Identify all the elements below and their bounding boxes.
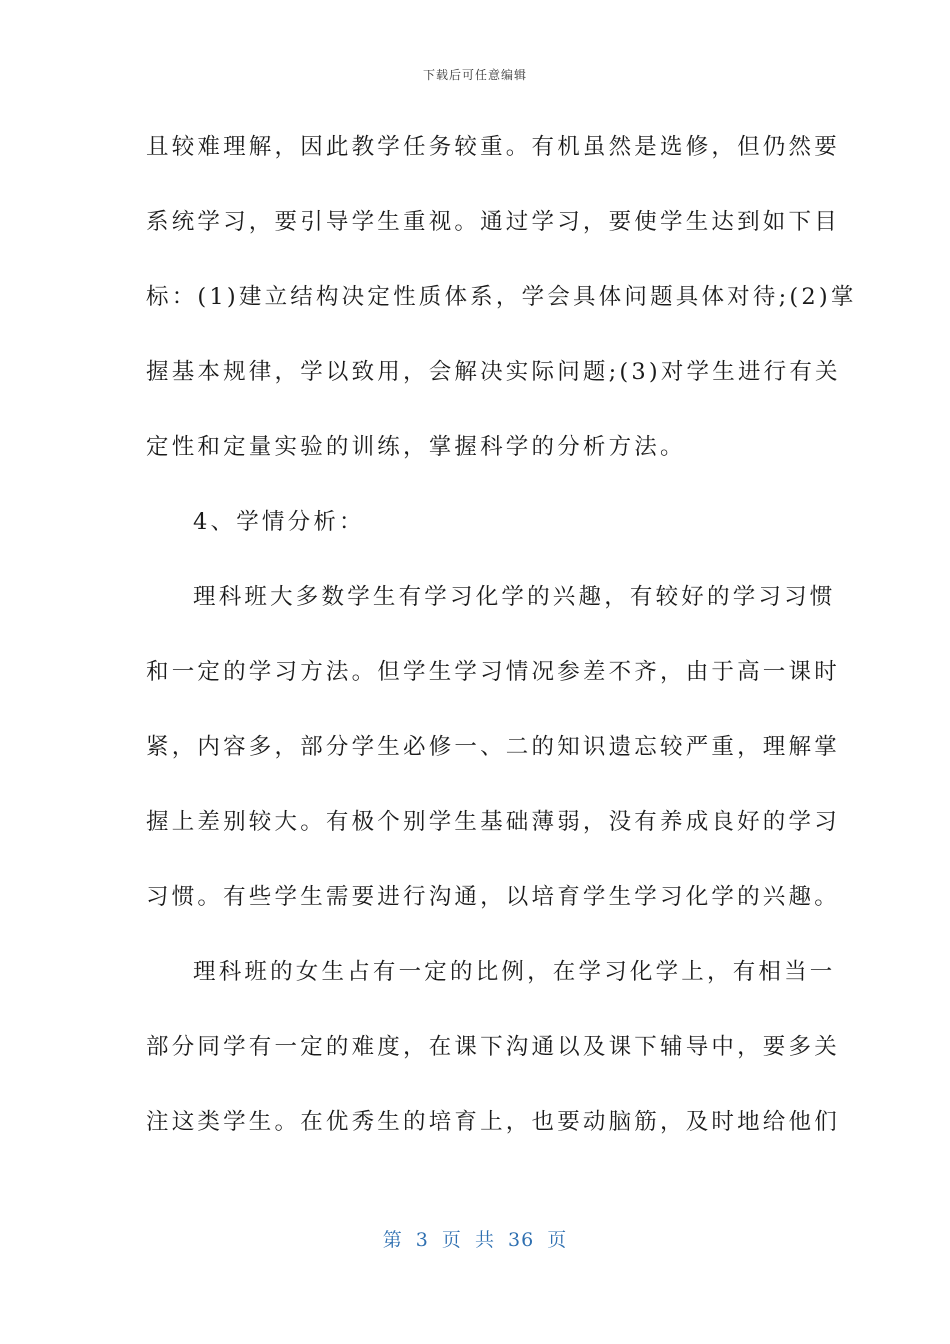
page-footer: 第 3 页 共 36 页 [382, 1229, 568, 1251]
text-line: 标：(1)建立结构决定性质体系，学会具体问题具体对待;(2)掌 [146, 284, 857, 310]
page-header: 下载后可任意编辑 [422, 68, 527, 82]
text-line: 理科班的女生占有一定的比例，在学习化学上，有相当一 [193, 959, 836, 985]
text-line: 部分同学有一定的难度，在课下沟通以及课下辅导中，要多关 [146, 1034, 840, 1060]
text-line: 和一定的学习方法。但学生学习情况参差不齐，由于高一课时 [146, 659, 840, 685]
text-line: 系统学习，要引导学生重视。通过学习，要使学生达到如下目 [146, 209, 840, 235]
text-line: 习惯。有些学生需要进行沟通，以培育学生学习化学的兴趣。 [146, 884, 840, 910]
text-line: 理科班大多数学生有学习化学的兴趣，有较好的学习习惯 [193, 584, 836, 610]
text-line: 握基本规律，学以致用，会解决实际问题;(3)对学生进行有关 [146, 359, 841, 385]
text-line: 且较难理解，因此教学任务较重。有机虽然是选修，但仍然要 [146, 134, 840, 160]
text-line: 握上差别较大。有极个别学生基础薄弱，没有养成良好的学习 [146, 809, 840, 835]
text-line: 紧，内容多，部分学生必修一、二的知识遗忘较严重，理解掌 [146, 734, 840, 760]
text-line: 注这类学生。在优秀生的培育上，也要动脑筋，及时地给他们 [146, 1109, 840, 1135]
document-body [146, 127, 857, 1177]
text-line: 定性和定量实验的训练，掌握科学的分析方法。 [146, 434, 686, 460]
section-heading: 4、学情分析： [193, 509, 365, 535]
